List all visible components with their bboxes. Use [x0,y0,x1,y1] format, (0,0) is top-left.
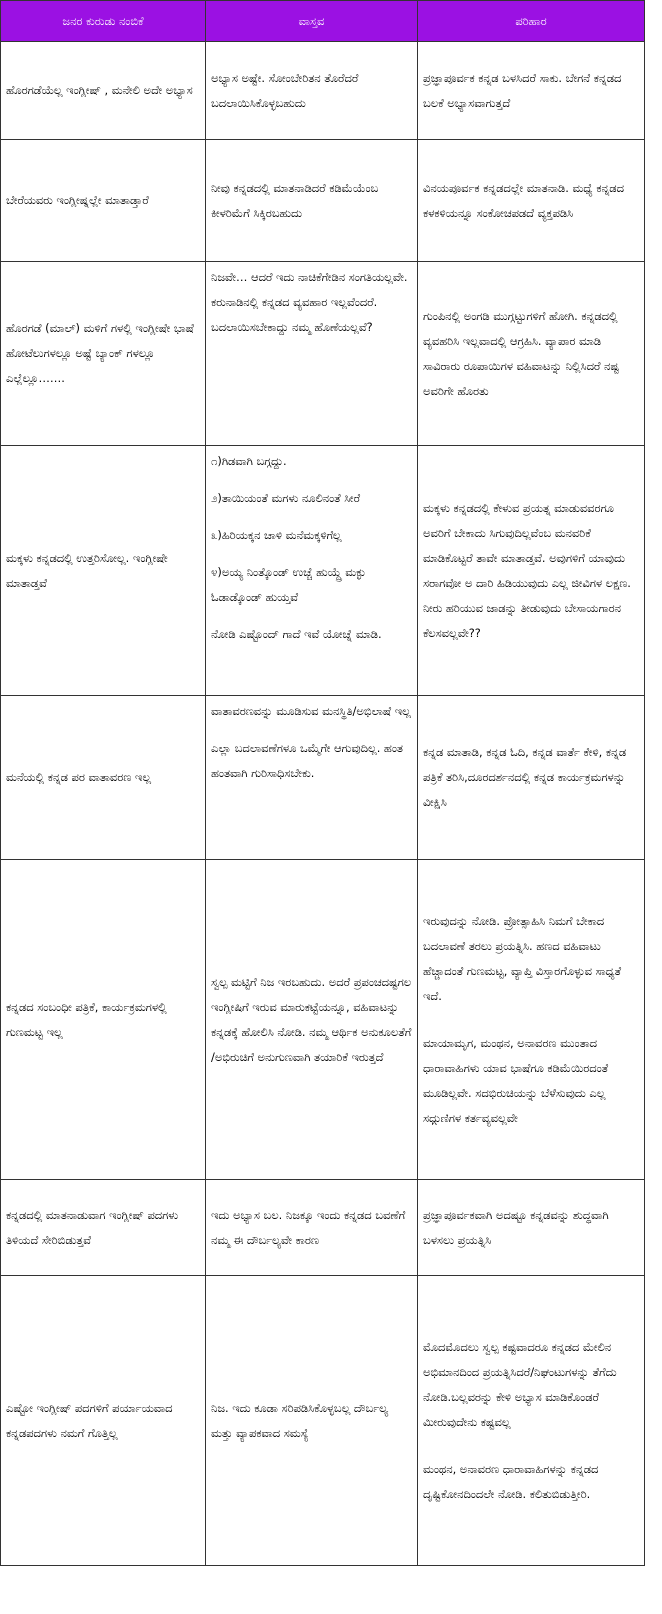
reality-cell [206,1276,418,1566]
solution-cell [418,446,645,696]
reality-cell [206,42,418,140]
belief-cell: ಎಷ್ಟೋ ಇಂಗ್ಲೀಷ್ ಪದಗಳಿಗೆ ಪರ್ಯಾಯವಾದ ಕನ್ನಡಪದಗಳು ನಮಗೆ ಗೊತ್ತಿಲ್ಲ [1,1276,206,1566]
reality-text-1: ವಾತಾವರಣವನ್ನು ಮೂಡಿಸುವ ಮನಸ್ಥಿತಿ/ಅಭಿಲಾಷೆ ಇಲ್ಲ [211,704,411,718]
reality-cell [206,446,418,696]
solution-text-2: ಮಂಥನ, ಅನಾವರಣ ಧಾರಾವಾಹಿಗಳನ್ನು ಕನ್ನಡದ ದೃಷ್ಟಿಕೋನದಿಂದಲೇ ನೋಡಿ. ಕಲಿತುಬಿಡುತ್ತೀರಿ. [423,1461,599,1501]
belief-cell: ಕನ್ನಡದಲ್ಲಿ ಮಾತನಾಡುವಾಗ ಇಂಗ್ಲೀಷ್ ಪದಗಳು ತಿಳಿಯದೆ ಸೇರಿಬಿಡುತ್ತವೆ [1,1180,206,1276]
reality-text: ಅಭ್ಯಾಸ ಅಷ್ಟೇ. ಸೋಂಬೇರಿತನ ತೊರೆದರೆ ಬದಲಾಯಿಸಿಕೊಳ್ಳಬಹುದು [211,70,359,110]
solution-text: ಪ್ರಜ್ಞಾಪೂರ್ವಕ ಕನ್ನಡ ಬಳಸಿದರೆ ಸಾಕು. ಬೇಗನೆ ಕನ್ನಡದ ಬಲಕೆ ಅಭ್ಯಾಸವಾಗುತ್ತದೆ [423,70,622,110]
table-row [1,696,645,860]
solution-text: ಗುಂಪಿನಲ್ಲಿ ಅಂಗಡಿ ಮುಗ್ಗಟ್ಟುಗಳಿಗೆ ಹೋಗಿ. ಕನ್ನಡದಲ್ಲಿ ವ್ಯವಹರಿಸಿ ಇಲ್ಲವಾದಲ್ಲಿ ಆಗ್ರಹಿಸಿ. ವ್ಯಾಪಾರ ಮಾಡಿ ಸಾವಿರಾರು ರೂಪಾಯಿಗಳ ವಹಿವಾಟನ್ನು ನಿಲ್ಲಿಸಿದರೆ ನಷ್ಟ ಅವರಿಗೇ ಹೊರತು [423,308,619,398]
table-row [1,1180,645,1276]
belief-cell: ಮನೆಯಲ್ಲಿ ಕನ್ನಡ ಪರ ವಾತಾವರಣ ಇಲ್ಲ [1,696,206,860]
header-reality: ವಾಸ್ತವ [206,1,418,42]
reality-text: ನೀವು ಕನ್ನಡದಲ್ಲಿ ಮಾತನಾಡಿದರೆ ಕಡಿಮೆಯೆಂಬ ಕೀಳರಿಮೆಗೆ ಸಿಕ್ಕಿರಬಹುದು [211,180,379,220]
reality-point-4: ೪)ಅಯ್ಯ ನಿಂತ್ಕೊಂಡ್ ಉಚ್ಚೆ ಹುಯ್ದ್ರೆ ಮಕ್ಳು ಓಡಾಡ್ಕೊಂಡ್ ಹುಯ್ತವೆ [211,565,366,604]
table-row [1,1276,645,1566]
reality-text: ಸ್ವಲ್ಪ ಮಟ್ಟಿಗೆ ನಿಜ ಇರಬಹುದು. ಅದರೆ ಪ್ರಪಂಚದಷ್ಟಗಲ ಇಂಗ್ಲೀಷಿಗೆ ಇರುವ ಮಾರುಕಟ್ಟೆಯನ್ನೂ, ವಹಿವಾಟನ್ನು ಕನ್ನಡಕ್ಕೆ ಹೋಲಿಸಿ ನೋಡಿ. ನಮ್ಮ ಆರ್ಥಿಕ ಅನುಕೂಲತೆಗೆ /ಅಭಿರುಚಿಗೆ ಅನುಗುಣವಾಗಿ ತಯಾರಿಕೆ ಇರುತ್ತದೆ [211,974,412,1064]
solution-text-1: ಇರುವುದನ್ನು ನೋಡಿ. ಪ್ರೋತ್ಸಾಹಿಸಿ ನಿಮಗೆ ಬೇಕಾದ ಬದಲಾವಣೆ ತರಲು ಪ್ರಯತ್ನಿಸಿ. ಹಣದ ವಹಿವಾಟು ಹೆಚ್ಚಾದಂತೆ ಗುಣಮಟ್ಟ, ವ್ಯಾಪ್ತಿ ವಿಸ್ತಾರಗೊಳ್ಳುವ ಸಾಧ್ಯತೆ ಇದೆ. [423,913,622,1003]
belief-cell: ಹೊರಗಡೆ (ಮಾಲ್) ಮಳಿಗೆ ಗಳಲ್ಲಿ ಇಂಗ್ಲೀಷೇ ಭಾಷೆ ಹೋಟೆಲುಗಳಲ್ಲೂ ಅಷ್ಟೆ ಬ್ಯಾಂಕ್ ಗಳಲ್ಲೂ ಎಲ್ಲೆಲ್ಲೂ……. [1,262,206,446]
solution-cell [418,1180,645,1276]
solution-cell [418,860,645,1180]
reality-cell [206,140,418,262]
belief-cell: ಬೇರೆಯವರು ಇಂಗ್ಲೀಷ್ನಲ್ಲೇ ಮಾತಾಡ್ತಾರೆ [1,140,206,262]
solution-cell [418,1276,645,1566]
reality-point-1: ೧)ಗಿಡವಾಗಿ ಬಗ್ಗದ್ದು. [211,454,287,468]
solution-text: ಕನ್ನಡ ಮಾತಾಡಿ, ಕನ್ನಡ ಓದಿ, ಕನ್ನಡ ವಾರ್ತೆ ಕೇಳಿ, ಕನ್ನಡ ಪತ್ರಿಕೆ ತರಿಸಿ,ದೂರದರ್ಶನದಲ್ಲಿ ಕನ್ನಡ ಕಾರ್ಯಕ್ರಮಗಳನ್ನು ವೀಕ್ಷಿಸಿ [423,745,627,809]
reality-cell [206,860,418,1180]
belief-cell: ಮಕ್ಕಳು ಕನ್ನಡದಲ್ಲಿ ಉತ್ತರಿಸೋಲ್ಲ. ಇಂಗ್ಲೀಷೇ ಮಾತಾಡ್ತವೆ [1,446,206,696]
belief-cell: ಹೊರಗಡೆಯೆಲ್ಲ ಇಂಗ್ಲೀಷ್ , ಮನೇಲಿ ಅದೇ ಅಭ್ಯಾಸ [1,42,206,140]
solution-text: ಪ್ರಜ್ಞಾಪೂರ್ವಕವಾಗಿ ಅದಷ್ಟೂ ಕನ್ನಡವನ್ನು ಶುದ್ಧವಾಗಿ ಬಳಸಲು ಪ್ರಯತ್ನಿಸಿ [423,1207,609,1247]
header-solution: ಪರಿಹಾರ [418,1,645,42]
reality-cell [206,696,418,860]
header-belief: ಜನರ ಕುರುಡು ನಂಬಿಕೆ [1,1,206,42]
solution-cell [418,262,645,446]
table-row [1,140,645,262]
solution-cell [418,140,645,262]
reality-point-3: ೩)ಹಿರಿಯಕ್ಕನ ಚಾಳಿ ಮನೆಮಕ್ಕಳಿಗೆಲ್ಲ [211,528,342,542]
solution-text: ವಿನಯಪೂರ್ವಕ ಕನ್ನಡದಲ್ಲೇ ಮಾತನಾಡಿ. ಮಧ್ಯೆ ಕನ್ನಡದ ಕಳಕಳಿಯನ್ನೂ ಸಂಕೋಚಪಡದೆ ವ್ಯಕ್ತಪಡಿಸಿ [423,180,624,220]
solution-text-1: ಮೊದಮೊದಲು ಸ್ವಲ್ಪ ಕಷ್ಟವಾದರೂ ಕನ್ನಡದ ಮೇಲಿನ ಅಭಿಮಾನದಿಂದ ಪ್ರಯತ್ನಿಸಿದರೆ/ನಿಘಂಟುಗಳನ್ನು ತೆಗೆದು ನೋಡಿ.ಬಲ್ಲವರನ್ನು ಕೇಳಿ ಅಭ್ಯಾಸ ಮಾಡಿಕೊಂಡರೆ ಮೀರುವುದೇನು ಕಷ್ಟವಲ್ಲ [423,1339,617,1429]
reality-text-2: ಎಲ್ಲಾ ಬದಲಾವಣೆಗಳೂ ಒಮ್ಮೆಗೇ ಆಗುವುದಿಲ್ಲ. ಹಂತ ಹಂತವಾಗಿ ಗುರಿಸಾಧಿಸಬೇಕು. [211,741,403,780]
solution-cell [418,696,645,860]
header-row [1,1,645,42]
table-row [1,262,645,446]
reality-point-2: ೨)ತಾಯಿಯಂತೆ ಮಗಳು ನೂಲಿನಂತೆ ಸೀರೆ [211,491,361,505]
reality-text: ಇದು ಅಭ್ಯಾಸ ಬಲ. ನಿಜಕ್ಕೂ ಇಂದು ಕನ್ನಡದ ಬವಣೆಗೆ ನಮ್ಮ ಈ ದೌರ್ಬಲ್ಯವೇ ಕಾರಣ [211,1207,406,1247]
reality-text: ನಿಜವೇ… ಆದರೆ ಇದು ನಾಚಿಕೆಗೇಡಿನ ಸಂಗತಿಯಲ್ಲವೇ. ಕರುನಾಡಿನಲ್ಲಿ ಕನ್ನಡದ ವ್ಯವಹಾರ ಇಲ್ಲವೆಂದರೆ. ಬದಲಾಯಿಸಬೇಕಾದ್ದು ನಮ್ಮ ಹೊಣೆಯಲ್ಲವೆ? [211,270,408,334]
table-row [1,860,645,1180]
table-row [1,446,645,696]
solution-cell [418,42,645,140]
reality-point-5: ನೋಡಿ ಎಷ್ಟೊಂದ್ ಗಾದೆ ಇವೆ ಯೋಚ್ನೆ ಮಾಡಿ. [211,627,382,641]
solution-text: ಮಕ್ಕಳು ಕನ್ನಡದಲ್ಲಿ ಕೇಳುವ ಪ್ರಯತ್ನ ಮಾಡುವವರಗೂ ಅವರಿಗೆ ಬೇಕಾದು ಸಿಗುವುದಿಲ್ಲವೆಂಬ ಮನವರಿಕೆ ಮಾಡಿಕೊಟ್ಟರೆ ತಾವೇ ಮಾತಾಡ್ತವೆ. ಅವುಗಳಿಗೆ ಯಾವುದು ಸರಾಗವೋ ಅ ದಾರಿ ಹಿಡಿಯುವುದು ಎಲ್ಲ ಜೀವಿಗಳ ಲಕ್ಷಣ. ನೀರು ಹರಿಯುವ ಜಾಡನ್ನು ತೀಡುವುದು ಬೇಸಾಯಗಾರನ ಕೆಲಸವಲ್ಲವೇ?? [423,500,631,640]
reality-text: ನಿಜ. ಇದು ಕೂಡಾ ಸರಿಪಡಿಸಿಕೊಳ್ಳಬಲ್ಲ ದೌರ್ಬಲ್ಯ ಮತ್ತು ವ್ಯಾಪಕವಾದ ಸಮಸ್ಯೆ [211,1400,389,1440]
reality-cell [206,262,418,446]
table-row [1,42,645,140]
reality-cell [206,1180,418,1276]
belief-cell: ಕನ್ನಡದ ಸಂಬಂಧೀ ಪತ್ರಿಕೆ, ಕಾರ್ಯಕ್ರಮಗಳಲ್ಲಿ ಗುಣಮಟ್ಟ ಇಲ್ಲ [1,860,206,1180]
solution-text-2: ಮಾಯಾಮೃಗ, ಮಂಥನ, ಅನಾವರಣ ಮುಂತಾದ ಧಾರಾವಾಹಿಗಳು ಯಾವ ಭಾಷೆಗೂ ಕಡಿಮೆಯಿರದಂತೆ ಮೂಡಿಲ್ಲವೇ. ಸದಭಿರುಚಿಯನ್ನು ಬೆಳೆಸುವುದು ಎಲ್ಲ ಸಧ್ಗುಣಿಗಳ ಕರ್ತವ್ಯವಲ್ಲವೇ [423,1035,609,1125]
